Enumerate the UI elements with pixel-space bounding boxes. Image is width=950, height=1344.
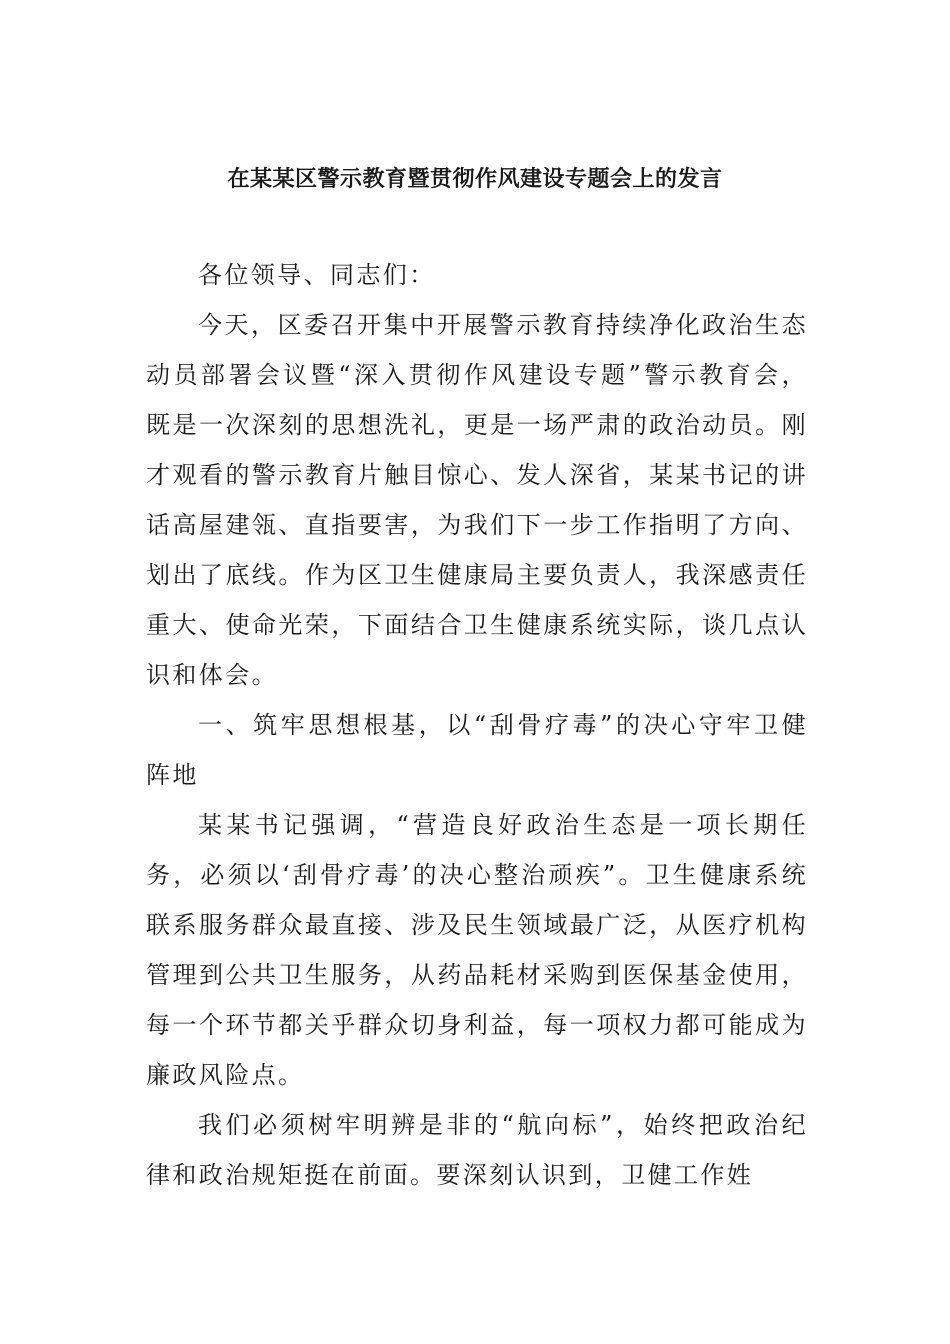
section-heading: 一、筑牢思想根基，以“刮骨疗毒”的决心守牢卫健阵地	[146, 711, 808, 789]
intro-paragraph: 今天，区委召开集中开展警示教育持续净化政治生态动员部署会议暨“深入贯彻作风建设专题”警示教育会，既是一次深刻的思想洗礼，更是一场严肃的政治动员。刚才观看的警示教育片触目惊心、发人深省，某某书记的讲话高屋建瓴、直指要害，为我们下一步工作指明了方向、划出了底线。作为区卫生健康局主要负责人，我深感责任重大、使命光荣，下面结合卫生健康系统实际，谈几点认识和体会。	[146, 311, 808, 689]
body-paragraph: 我们必须树牢明辨是非的“航向标”，始终把政治纪律和政治规矩挺在前面。要深刻认识到，卫健工作姓	[146, 1111, 808, 1189]
salutation-paragraph: 各位领导、同志们：	[198, 261, 436, 289]
body-paragraph: 某某书记强调，“营造良好政治生态是一项长期任务，必须以‘刮骨疗毒’的决心整治顽疾”。卫生健康系统联系服务群众最直接、涉及民生领域最广泛，从医疗机构管理到公共卫生服务，从药品耗材采购到医保基金使用，每一个环节都关乎群众切身利益，每一项权力都可能成为廉政风险点。	[146, 811, 808, 1089]
page-title: 在某某区警示教育暨贯彻作风建设专题会上的发言	[227, 167, 723, 192]
document-body	[146, 250, 808, 1200]
